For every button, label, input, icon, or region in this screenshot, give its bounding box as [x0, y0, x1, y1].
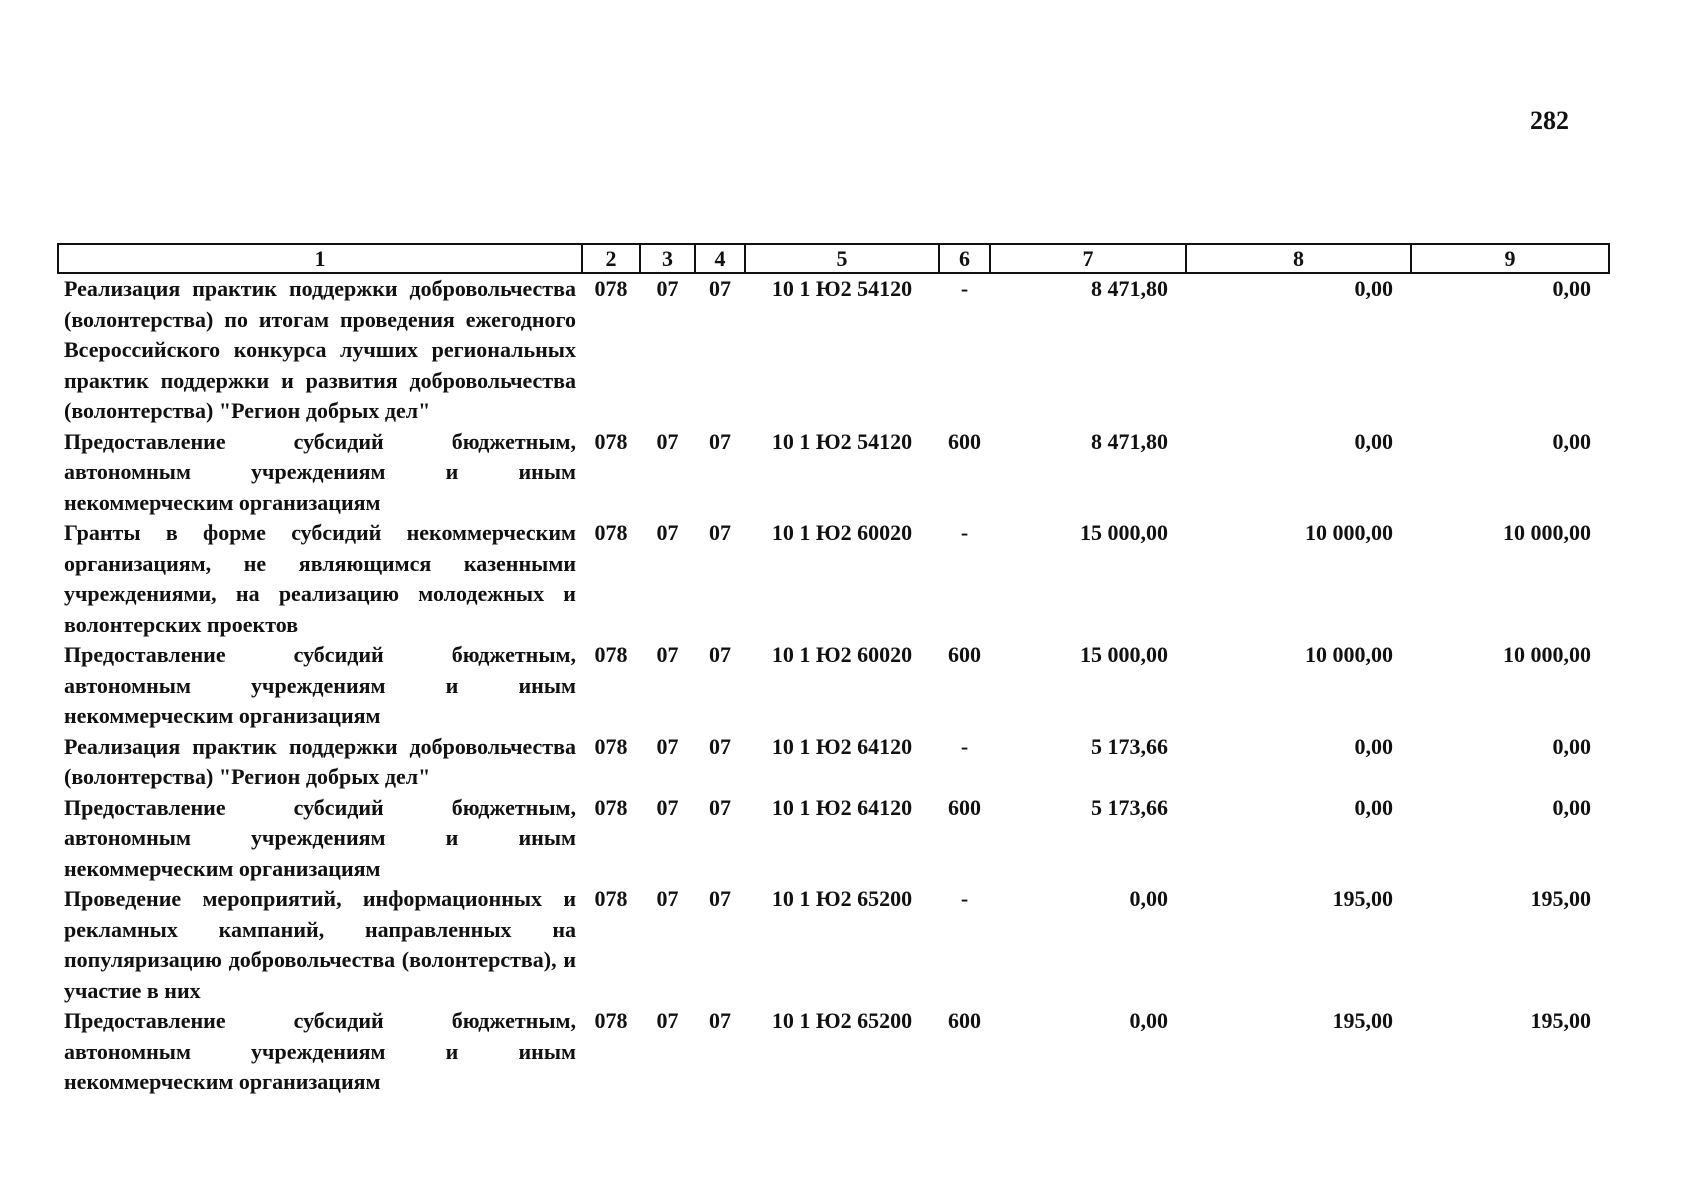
row-amount-9: 195,00	[1530, 1008, 1591, 1033]
row-amount-9: 0,00	[1552, 276, 1591, 301]
row-code-4: 07	[709, 886, 731, 911]
row-target-code: 10 1 Ю2 64120	[771, 794, 913, 820]
row-name: Реализация практик поддержки добровольчества (волонтерства) по итогам проведения ежегодного Всероссийского конкурса лучших региональных практик поддержки и развития добровольчества (волонтерства) "Регион добрых дел"	[64, 276, 576, 423]
row-amount-9: 195,00	[1530, 886, 1591, 911]
row-target-code: 10 1 Ю2 54120	[771, 428, 913, 454]
row-code-4: 07	[709, 520, 731, 545]
row-expense-type: 600	[948, 642, 981, 667]
table-body	[58, 273, 1609, 1098]
row-code-3: 07	[656, 428, 679, 454]
row-name: Предоставление субсидий бюджетным, автономным учреждениям и иным некоммерческим организациям	[64, 428, 576, 515]
row-code-2: 078	[594, 428, 628, 454]
row-amount-7: 0,00	[1129, 1008, 1168, 1033]
row-code-2: 078	[594, 733, 628, 759]
table-header	[58, 244, 1609, 273]
row-amount-9: 10 000,00	[1503, 642, 1591, 667]
row-amount-7: 5 173,66	[1091, 733, 1168, 759]
row-code-3: 07	[656, 886, 679, 911]
row-target-code: 10 1 Ю2 64120	[771, 733, 913, 759]
row-code-2: 078	[594, 794, 628, 820]
row-amount-8: 10 000,00	[1305, 520, 1393, 545]
row-amount-7: 8 471,80	[1091, 276, 1168, 301]
table-row	[58, 884, 1609, 1006]
row-target-code: 10 1 Ю2 54120	[771, 276, 913, 301]
column-header: 4	[695, 244, 745, 273]
row-code-2: 078	[594, 520, 628, 545]
row-expense-type: -	[960, 886, 969, 911]
table-row	[58, 732, 1609, 793]
row-amount-8: 195,00	[1332, 886, 1393, 911]
column-header: 5	[745, 244, 939, 273]
row-amount-7: 0,00	[1129, 886, 1168, 911]
row-expense-type: -	[960, 276, 969, 301]
row-code-3: 07	[656, 642, 679, 667]
budget-table	[57, 243, 1610, 1098]
row-amount-7: 15 000,00	[1080, 520, 1168, 545]
row-code-3: 07	[656, 276, 679, 301]
column-header: 9	[1411, 244, 1609, 273]
row-expense-type: -	[960, 733, 969, 759]
row-amount-9: 10 000,00	[1503, 520, 1591, 545]
table-row	[58, 427, 1609, 519]
row-amount-9: 0,00	[1552, 733, 1591, 759]
table-row	[58, 518, 1609, 640]
row-amount-8: 10 000,00	[1305, 642, 1393, 667]
row-code-2: 078	[594, 1008, 628, 1033]
row-code-2: 078	[594, 276, 628, 301]
row-amount-8: 195,00	[1332, 1008, 1393, 1033]
table-row	[58, 640, 1609, 732]
row-name: Проведение мероприятий, информационных и рекламных кампаний, направленных на популяризацию добровольчества (волонтерства), и участие в них	[64, 886, 576, 1003]
table-row	[58, 1006, 1609, 1098]
row-amount-8: 0,00	[1354, 428, 1393, 454]
row-amount-8: 0,00	[1354, 733, 1393, 759]
row-name: Гранты в форме субсидий некоммерческим организациям, не являющимся казенными учреждениями, на реализацию молодежных и волонтерских проектов	[64, 520, 576, 637]
row-code-4: 07	[709, 428, 731, 454]
table-row	[58, 793, 1609, 885]
row-code-2: 078	[594, 642, 628, 667]
row-code-4: 07	[709, 733, 731, 759]
row-name: Предоставление субсидий бюджетным, автономным учреждениям и иным некоммерческим организациям	[64, 642, 576, 728]
row-target-code: 10 1 Ю2 60020	[771, 642, 913, 667]
row-target-code: 10 1 Ю2 65200	[771, 886, 913, 911]
row-expense-type: 600	[948, 428, 981, 454]
row-code-3: 07	[656, 733, 679, 759]
column-header: 8	[1186, 244, 1411, 273]
column-header: 7	[990, 244, 1186, 273]
row-target-code: 10 1 Ю2 60020	[771, 520, 913, 545]
row-code-2: 078	[594, 886, 628, 911]
table-row	[58, 273, 1609, 427]
row-target-code: 10 1 Ю2 65200	[771, 1008, 913, 1033]
row-expense-type: -	[960, 520, 969, 545]
row-amount-7: 15 000,00	[1080, 642, 1168, 667]
row-name: Предоставление субсидий бюджетным, автономным учреждениям и иным некоммерческим организациям	[64, 794, 576, 881]
row-amount-8: 0,00	[1354, 794, 1393, 820]
row-name: Реализация практик поддержки добровольчества (волонтерства) "Регион добрых дел"	[64, 733, 576, 789]
row-name: Предоставление субсидий бюджетным, автономным учреждениям и иным некоммерческим организациям	[64, 1008, 576, 1094]
row-code-4: 07	[709, 642, 731, 667]
row-code-3: 07	[656, 794, 679, 820]
column-header: 1	[58, 244, 582, 273]
row-amount-7: 5 173,66	[1091, 794, 1168, 820]
row-expense-type: 600	[948, 794, 981, 820]
row-code-4: 07	[709, 1008, 731, 1033]
row-code-4: 07	[709, 276, 731, 301]
row-amount-9: 0,00	[1552, 794, 1591, 820]
column-header: 3	[640, 244, 695, 273]
row-amount-9: 0,00	[1552, 428, 1591, 454]
row-code-3: 07	[656, 1008, 679, 1033]
page-number: 282	[1530, 106, 1569, 135]
row-code-4: 07	[709, 794, 731, 820]
row-amount-7: 8 471,80	[1091, 428, 1168, 454]
column-header: 6	[939, 244, 990, 273]
column-header: 2	[582, 244, 640, 273]
row-expense-type: 600	[948, 1008, 981, 1033]
row-code-3: 07	[656, 520, 679, 545]
header-row	[58, 244, 1609, 273]
row-amount-8: 0,00	[1354, 276, 1393, 301]
